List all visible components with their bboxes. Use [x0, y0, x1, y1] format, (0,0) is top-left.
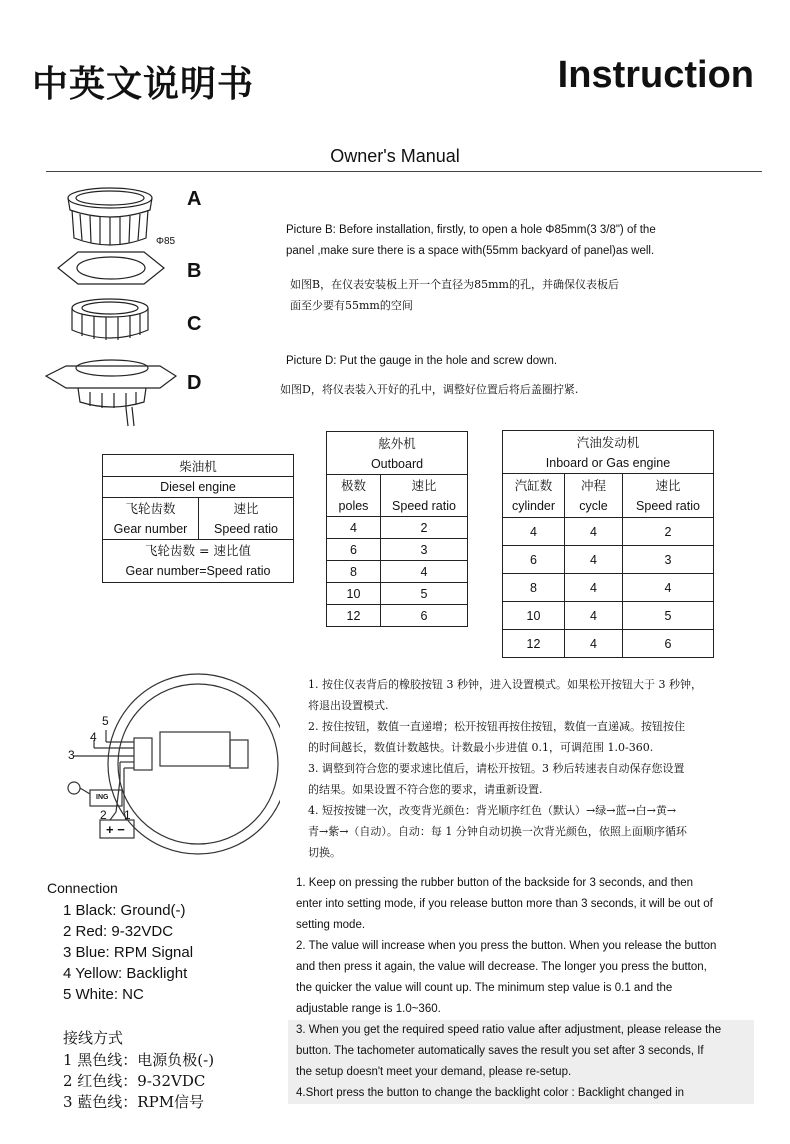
cn-step-line: 的时间越长，数值计数越快。计数最小步进值 0.1，可调范围 1.0-360.	[308, 741, 654, 754]
part-label-c: C	[187, 313, 202, 335]
en-step-line: 1. Keep on pressing the rubber button of the backside for 3 seconds, and then	[296, 877, 694, 889]
inboard-col2-cn: 冲程	[565, 474, 623, 496]
install-b-en-line2: panel ,make sure there is a space with(55mm backyard of panel)as well.	[286, 245, 655, 257]
table-row	[503, 574, 714, 602]
display-window	[160, 732, 230, 766]
outboard-poles-cell: 10	[327, 583, 381, 605]
en-step-line: 4.Short press the button to change the backlight color : Backlight changed in	[296, 1087, 685, 1099]
gauge-back-inner-ring	[118, 684, 278, 844]
en-step-line: setting mode.	[296, 919, 366, 931]
table-row	[503, 546, 714, 574]
inboard-title-en: Inboard or Gas engine	[503, 453, 714, 474]
diesel-title-cn: 柴油机	[103, 455, 294, 477]
panel-gasket-illustration	[58, 252, 164, 284]
wire-label-1: 1	[124, 808, 131, 822]
gauge-body-illustration	[68, 188, 152, 245]
diameter-label: Φ85	[156, 236, 176, 247]
wire-label-3: 3	[68, 748, 75, 762]
en-step-line: adjustable range is 1.0~360.	[296, 1003, 441, 1015]
inboard-ratio-cell: 3	[623, 546, 714, 574]
inboard-cycle-cell: 4	[565, 546, 623, 574]
en-step-line: the setup doesn't meet your demand, please re-setup.	[296, 1066, 572, 1078]
connection-title-cn: 接线方式	[63, 1029, 124, 1047]
inboard-cycle-cell: 4	[565, 574, 623, 602]
outboard-ratio-cell: 4	[381, 561, 468, 583]
inboard-cylinder-cell: 4	[503, 518, 565, 546]
table-row	[327, 517, 468, 539]
connection-list-cn	[63, 1050, 214, 1113]
cn-step-line: 1. 按住仪表背后的橡胶按钮 3 秒钟，进入设置模式。如果松开按钮大于 3 秒钟，	[308, 678, 702, 691]
inboard-col3-cn: 速比	[623, 474, 714, 496]
inboard-col1-cn: 汽缸数	[503, 474, 565, 496]
inboard-cylinder-cell: 12	[503, 630, 565, 658]
outboard-poles-cell: 6	[327, 539, 381, 561]
install-b-en-line1: Picture B: Before installation, firstly, to open a hole Φ85mm(3 3/8") of the	[286, 224, 656, 236]
diesel-formula-cn: 飞轮齿数 = 速比值	[103, 540, 294, 561]
en-step-line: enter into setting mode, if you release button more than 3 seconds, it will be out of	[296, 898, 713, 910]
cn-step-line: 的结果。如果设置不符合您的要求，请重新设置.	[308, 783, 543, 796]
inboard-cycle-cell: 4	[565, 630, 623, 658]
en-step-shaded-block	[288, 1020, 754, 1104]
connection-item-cn: 3 藍色线：RPM信号	[63, 1093, 205, 1111]
en-step-line: button. The tachometer automatically saves the result you set after 3 seconds, If	[296, 1045, 704, 1057]
english-setup-steps	[296, 873, 756, 1104]
cn-step-line: 3. 调整到符合您的要求速比值后，请松开按钮。3 秒后转速表自动保存您设置	[308, 762, 685, 775]
outboard-table	[326, 431, 468, 627]
inboard-cylinder-cell: 8	[503, 574, 565, 602]
outboard-col2-cn: 速比	[381, 475, 468, 496]
wire-label-2: 2	[100, 808, 107, 822]
part-label-a: A	[187, 188, 202, 210]
outboard-ratio-cell: 6	[381, 605, 468, 627]
connection-item: 2 Red: 9-32VDC	[63, 923, 174, 940]
outboard-title-cn: 舷外机	[327, 432, 468, 454]
en-step-line: 2. The value will increase when you press the button. When you release the button	[296, 940, 717, 952]
cn-step-line: 2. 按住按钮，数值一直递增；松开按钮再按住按钮，数值一直递减。按钮按住	[308, 720, 685, 733]
inboard-ratio-cell: 6	[623, 630, 714, 658]
inboard-ratio-cell: 4	[623, 574, 714, 602]
inboard-title-cn: 汽油发动机	[503, 431, 714, 453]
connection-item-cn: 1 黑色线：电源负极(-)	[63, 1051, 215, 1069]
installation-parts-drawing	[40, 180, 180, 430]
outboard-ratio-cell: 3	[381, 539, 468, 561]
inboard-cycle-cell: 4	[565, 518, 623, 546]
cn-step-line: 将退出设置模式.	[308, 699, 389, 712]
table-row	[503, 630, 714, 658]
en-step-line: the quicker the value will count up. The minimum step value is 0.1 and the	[296, 982, 673, 994]
inboard-cylinder-cell: 10	[503, 602, 565, 630]
chinese-setup-steps	[308, 674, 758, 863]
wiring-diagram	[60, 672, 280, 872]
outboard-col2-en: Speed ratio	[381, 496, 468, 517]
cn-step-line: 切换。	[308, 846, 341, 859]
title-english: Instruction	[557, 54, 754, 96]
table-row	[503, 602, 714, 630]
owners-manual-subtitle: Owner's Manual	[330, 146, 460, 166]
diesel-col2-cn: 速比	[199, 498, 294, 519]
wire-label-5: 5	[102, 714, 109, 728]
cn-step-line: 青→紫→（自动）。自动：每 1 分钟自动切换一次背光颜色，依照上面顺序循环	[308, 825, 687, 838]
table-row	[327, 561, 468, 583]
assembled-gauge-illustration	[46, 360, 176, 426]
connection-item: 4 Yellow: Backlight	[63, 965, 188, 982]
header-divider	[46, 171, 762, 172]
outboard-ratio-cell: 2	[381, 517, 468, 539]
inboard-cylinder-cell: 6	[503, 546, 565, 574]
install-b-cn-line1: 如图B，在仪表安装板上开一个直径为85mm的孔，并确保仪表板后	[290, 278, 619, 291]
ignition-label: ING	[96, 794, 109, 801]
table-row	[327, 605, 468, 627]
install-d-en: Picture D: Put the gauge in the hole and screw down.	[286, 355, 558, 367]
install-b-cn-line2: 面至少要有55mm的空间	[290, 299, 413, 312]
inboard-cycle-cell: 4	[565, 602, 623, 630]
retaining-nut-illustration	[72, 299, 148, 340]
part-label-d: D	[187, 372, 202, 394]
outboard-title-en: Outboard	[327, 454, 468, 475]
connector-block	[134, 738, 152, 770]
title-chinese: 中英文说明书	[32, 64, 255, 105]
connection-item: 3 Blue: RPM Signal	[63, 944, 194, 961]
table-row	[327, 539, 468, 561]
inboard-col2-en: cycle	[565, 496, 623, 518]
install-d-cn: 如图D，将仪表装入开好的孔中，调整好位置后将后盖圈拧紧.	[280, 383, 579, 396]
diesel-title-en: Diesel engine	[103, 477, 294, 498]
table-row	[503, 518, 714, 546]
rubber-button	[230, 740, 248, 768]
battery-polarity-label: + −	[106, 822, 125, 837]
connection-list	[63, 900, 193, 1005]
en-step-line: 3. When you get the required speed ratio value after adjustment, please release the	[296, 1024, 722, 1036]
connection-item-cn: 2 红色线：9-32VDC	[63, 1072, 206, 1090]
inboard-engine-table	[502, 430, 714, 658]
diesel-col1-en: Gear number	[103, 519, 199, 540]
diesel-col2-en: Speed ratio	[199, 519, 294, 540]
connection-title: Connection	[47, 880, 118, 896]
connection-item: 5 White: NC	[63, 986, 144, 1003]
wire-label-4: 4	[90, 730, 97, 744]
diesel-col1-cn: 飞轮齿数	[103, 498, 199, 519]
inboard-ratio-cell: 5	[623, 602, 714, 630]
outboard-ratio-cell: 5	[381, 583, 468, 605]
diesel-engine-table	[102, 454, 294, 583]
outboard-col1-en: poles	[327, 496, 381, 517]
outboard-poles-cell: 4	[327, 517, 381, 539]
outboard-col1-cn: 极数	[327, 475, 381, 496]
part-label-b: B	[187, 260, 202, 282]
inboard-ratio-cell: 2	[623, 518, 714, 546]
outboard-poles-cell: 12	[327, 605, 381, 627]
inboard-col3-en: Speed ratio	[623, 496, 714, 518]
cn-step-line: 4. 短按按键一次，改变背光颜色：背光顺序红色（默认）→绿→蓝→白→黄→	[308, 804, 677, 817]
table-row	[327, 583, 468, 605]
outboard-poles-cell: 8	[327, 561, 381, 583]
en-step-line: and then press it again, the value will decrease. The longer you press the button,	[296, 961, 707, 973]
diesel-formula-en: Gear number=Speed ratio	[103, 561, 294, 583]
inboard-col1-en: cylinder	[503, 496, 565, 518]
connection-item: 1 Black: Ground(-)	[63, 902, 186, 919]
